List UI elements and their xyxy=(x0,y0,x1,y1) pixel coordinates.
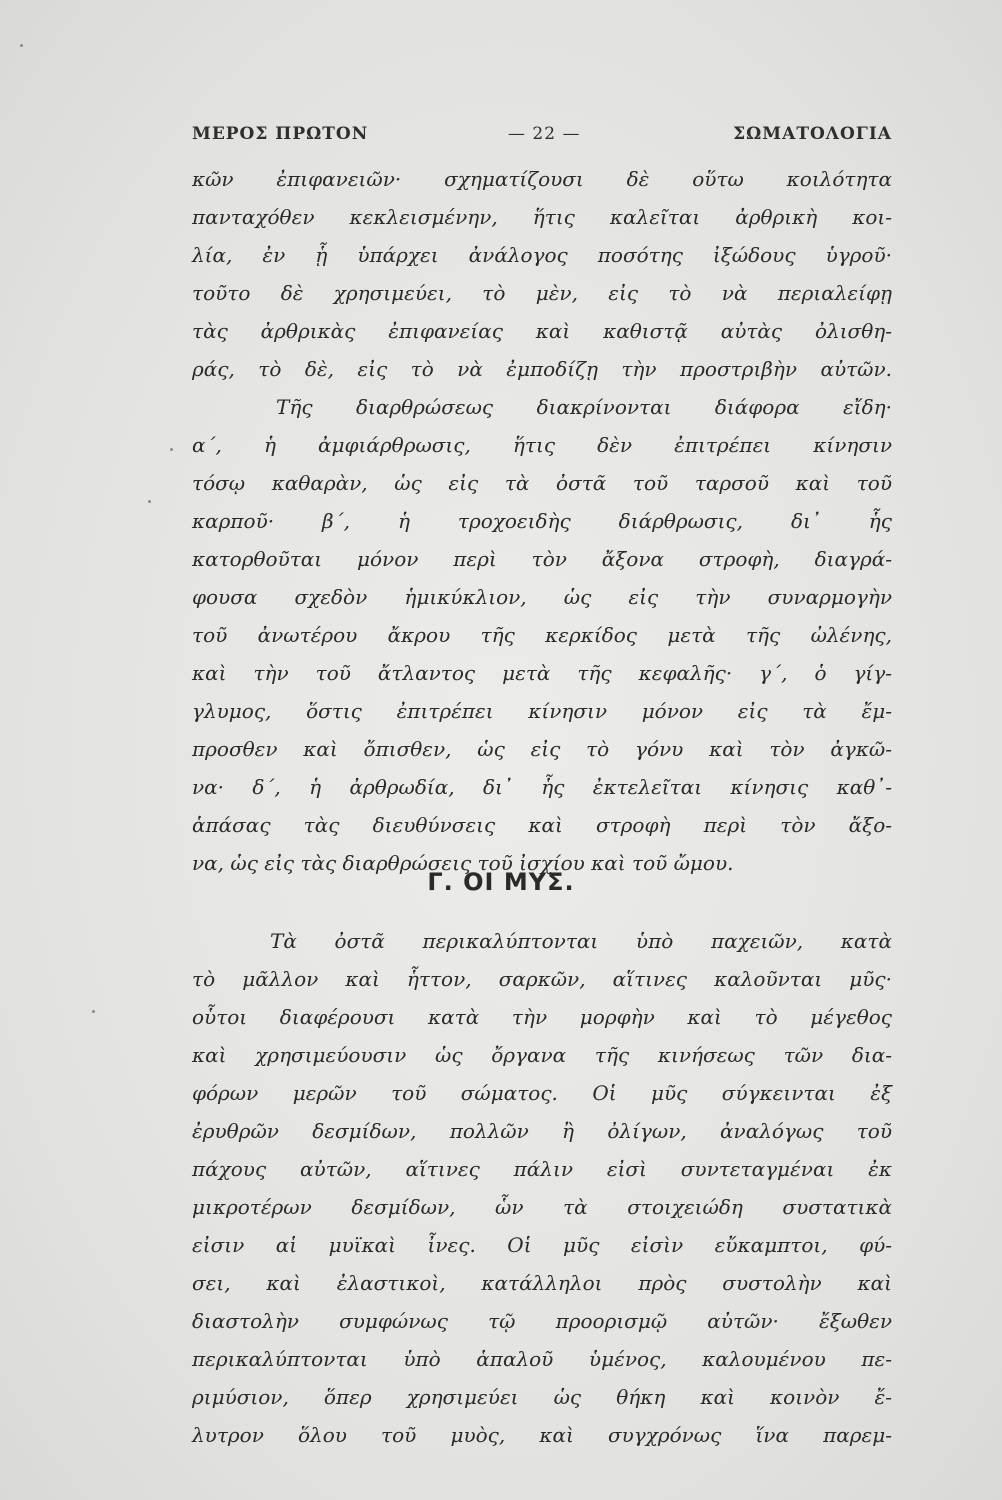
text-line: ριμύσιον, ὅπερ χρησιμεύει ὡς θήκη καὶ κοινὸν ἔ- xyxy=(192,1385,892,1409)
paper-speck xyxy=(148,500,151,503)
text-line: Τῆς διαρθρώσεως διακρίνονται διάφορα εἴδη· xyxy=(276,395,892,419)
section-heading: Γ. ΟΙ ΜΥΣ. xyxy=(427,868,575,896)
text-line: τόσῳ καθαρὰν, ὡς εἰς τὰ ὀστᾶ τοῦ ταρσοῦ καὶ τοῦ xyxy=(192,471,892,495)
text-line: κῶν ἐπιφανειῶν· σχηματίζουσι δὲ οὕτω κοιλότητα xyxy=(192,167,892,191)
text-line: τοῦτο δὲ χρησιμεύει, τὸ μὲν, εἰς τὸ νὰ περιαλείφῃ xyxy=(192,281,892,305)
text-line: φόρων μερῶν τοῦ σώματος. Οἱ μῦς σύγκεινται ἐξ xyxy=(192,1081,892,1105)
text-line: ράς, τὸ δὲ, εἰς τὸ νὰ ἐμποδίζῃ τὴν προστριβὴν αὐτῶν. xyxy=(192,357,892,381)
text-line: καὶ τὴν τοῦ ἄτλαντος μετὰ τῆς κεφαλῆς· γ΄, ὁ γίγ- xyxy=(192,661,892,685)
text-line: μικροτέρων δεσμίδων, ὧν τὰ στοιχειώδη συστατικὰ xyxy=(192,1195,892,1219)
paper-speck xyxy=(170,448,173,451)
text-line: καὶ χρησιμεύουσιν ὡς ὄργανα τῆς κινήσεως τῶν δια- xyxy=(192,1043,892,1067)
text-line: διαστολὴν συμφώνως τῷ προορισμῷ αὐτῶν· ἔξωθεν xyxy=(192,1309,892,1333)
text-line: φουσα σχεδὸν ἡμικύκλιον, ὡς εἰς τὴν συναρμογὴν xyxy=(192,585,892,609)
text-line: κατορθοῦται μόνον περὶ τὸν ἄξονα στροφὴ, διαγρά- xyxy=(192,547,892,571)
paragraph-joints xyxy=(192,160,892,882)
text-line: ἁπάσας τὰς διευθύνσεις καὶ στροφὴ περὶ τὸν ἄξο- xyxy=(192,813,892,837)
text-line: γλυμος, ὅστις ἐπιτρέπει κίνησιν μόνον εἰς τὰ ἔμ- xyxy=(192,699,892,723)
text-line: εἰσιν αἱ μυϊκαὶ ἶνες. Οἱ μῦς εἰσὶν εὔκαμπτοι, φύ- xyxy=(192,1233,892,1257)
text-line: να, ὡς εἰς τὰς διαρθρώσεις τοῦ ἰσχίου καὶ τοῦ ὤμου. xyxy=(192,851,734,875)
text-line: τὸ μᾶλλον καὶ ἧττον, σαρκῶν, αἵτινες καλοῦνται μῦς· xyxy=(192,967,892,991)
text-line: τὰς ἀρθρικὰς ἐπιφανείας καὶ καθιστᾷ αὐτὰς ὀλισθη- xyxy=(192,319,892,343)
text-line: πάχους αὐτῶν, αἵτινες πάλιν εἰσὶ συντεταγμέναι ἐκ xyxy=(192,1157,892,1181)
text-line: Τὰ ὀστᾶ περικαλύπτονται ὑπὸ παχειῶν, κατὰ xyxy=(270,929,892,953)
text-line: περικαλύπτονται ὑπὸ ἁπαλοῦ ὑμένος, καλουμένου πε- xyxy=(192,1347,892,1371)
running-header xyxy=(192,124,892,150)
paper-speck xyxy=(20,44,23,47)
text-line: σει, καὶ ἐλαστικοὶ, κατάλληλοι πρὸς συστολὴν καὶ xyxy=(192,1271,892,1295)
text-line: λία, ἐν ᾗ ὑπάρχει ἀνάλογος ποσότης ἰξώδους ὑγροῦ· xyxy=(192,243,892,267)
text-line: να· δ΄, ἡ ἀρθρωδία, δι᾽ ἧς ἐκτελεῖται κίνησις καθ᾽- xyxy=(192,775,892,799)
text-line: λυτρον ὅλου τοῦ μυὸς, καὶ συγχρόνως ἵνα παρεμ- xyxy=(192,1423,892,1447)
text-line: προσθεν καὶ ὄπισθεν, ὡς εἰς τὸ γόνυ καὶ τὸν ἀγκῶ- xyxy=(192,737,892,761)
text-line: πανταχόθεν κεκλεισμένην, ἥτις καλεῖται ἀρθρικὴ κοι- xyxy=(192,205,892,229)
text-line: οὗτοι διαφέρουσι κατὰ τὴν μορφὴν καὶ τὸ μέγεθος xyxy=(192,1005,892,1029)
page-number: — 22 — xyxy=(508,124,581,144)
section-title: ΣΩΜΑΤΟΛΟΓΙΑ xyxy=(733,124,892,144)
part-title: ΜΕΡΟΣ ΠΡΩΤΟΝ xyxy=(192,124,369,144)
text-line: καρποῦ· β΄, ἡ τροχοειδὴς διάρθρωσις, δι᾽ ἧς xyxy=(192,509,892,533)
text-line: α΄, ἡ ἀμφιάρθρωσις, ἥτις δὲν ἐπιτρέπει κίνησιν xyxy=(192,433,892,457)
paragraph-muscles xyxy=(192,922,892,1454)
text-line: ἐρυθρῶν δεσμίδων, πολλῶν ἢ ὀλίγων, ἀναλόγως τοῦ xyxy=(192,1119,892,1143)
paper-speck xyxy=(92,1010,95,1013)
text-line: τοῦ ἀνωτέρου ἄκρου τῆς κερκίδος μετὰ τῆς ὠλένης, xyxy=(192,623,892,647)
